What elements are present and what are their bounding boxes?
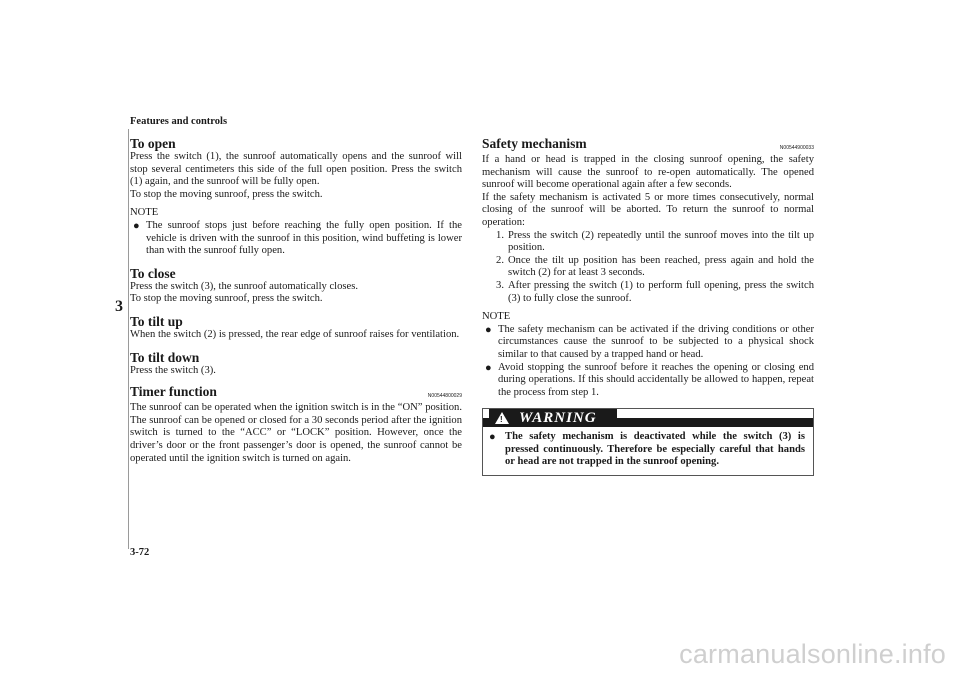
- bullet-icon: ●: [485, 361, 492, 374]
- bullet-icon: ●: [133, 219, 140, 232]
- safety-consecutive-paragraph: If the safety mechanism is activated 5 or more times consecutively, normal closing of the sunroof will be aborted. To return the sunroof to normal operation:: [482, 191, 814, 228]
- warning-body: [483, 427, 813, 475]
- step-text: Press the switch (2) repeatedly until the sunroof moves into the tilt up position.: [508, 229, 814, 254]
- note-text: The sunroof stops just before reaching the fully open position. If the vehicle is driven with the sunroof in this position, wind buffeting is lower than with the sunroof fully open.: [146, 219, 462, 257]
- bullet-icon: ●: [485, 323, 492, 336]
- heading-timer-function: Timer function: [130, 384, 217, 400]
- safety-heading-row: [482, 136, 814, 151]
- to-close-stop-paragraph: To stop the moving sunroof, press the switch.: [130, 293, 323, 305]
- note-item: [482, 362, 814, 400]
- warning-label: WARNING: [519, 409, 597, 426]
- to-tilt-down-paragraph: Press the switch (3).: [130, 364, 216, 376]
- left-column: [130, 136, 462, 465]
- chapter-number: 3: [115, 298, 123, 315]
- section-code: N00544800029: [427, 393, 462, 400]
- header-title: Features and controls: [130, 116, 228, 127]
- step-number: 3.: [496, 279, 504, 291]
- safety-paragraph: If a hand or head is trapped in the closing sunroof opening, the safety mechanism will cause the sunroof to re-open automatically. The opened sunroof will become operational again after a few seconds.: [482, 154, 814, 191]
- to-close-paragraph: Press the switch (3), the sunroof automatically closes.: [130, 280, 359, 292]
- warning-box: [482, 408, 814, 476]
- step-item: [482, 280, 814, 305]
- note-label: NOTE: [482, 311, 511, 323]
- step-text: After pressing the switch (1) to perform full opening, press the switch (3) to fully close the sunroof.: [508, 279, 814, 304]
- note-item: [130, 220, 462, 258]
- warning-triangle-icon: !: [495, 412, 509, 424]
- to-open-paragraph: Press the switch (1), the sunroof automatically opens and the sunroof will stop several centimeters this side of the full open position. Press the switch (1) again, and the sunroof will be fully open.: [130, 151, 462, 188]
- heading-to-close: To close: [130, 265, 176, 281]
- step-number: 2.: [496, 254, 504, 266]
- warning-header: [483, 409, 813, 427]
- step-item: [482, 230, 814, 255]
- heading-safety-mechanism: Safety mechanism: [482, 136, 587, 151]
- to-tilt-up-paragraph: When the switch (2) is pressed, the rear edge of sunroof raises for ventilation.: [130, 328, 460, 340]
- note-label: NOTE: [130, 207, 159, 219]
- watermark: carmanualsonline.info: [679, 639, 946, 669]
- note-text: The safety mechanism can be activated if the driving conditions or other circumstances cause the sunroof to be subjected to a physical shock similar to that caused by a trapped hand or head.: [498, 323, 814, 360]
- heading-to-tilt-up: To tilt up: [130, 313, 183, 329]
- bullet-icon: ●: [489, 431, 496, 444]
- step-number: 1.: [496, 229, 504, 241]
- timer-heading-row: [130, 384, 462, 399]
- heading-to-tilt-down: To tilt down: [130, 349, 200, 365]
- chapter-tab: [112, 129, 129, 549]
- heading-to-open: To open: [130, 136, 176, 151]
- step-text: Once the tilt up position has been reached, press again and hold the switch (2) for at least 3 seconds.: [508, 254, 814, 279]
- timer-paragraph: The sunroof can be operated when the ignition switch is in the “ON” position. The sunroof can be opened or closed for a 30 seconds period after the ignition switch is turned to the “ACC” or “LOCK” position. However, once the driver’s door or the front passenger’s door is opened, the sunroof cannot be operated until the ignition switch is turned on again.: [130, 402, 462, 464]
- note-item: [482, 324, 814, 362]
- page-number: 3-72: [130, 547, 150, 558]
- right-column: [482, 136, 814, 476]
- warning-text: The safety mechanism is deactivated while the switch (3) is pressed continuously. Therefore be especially careful that hands or head are not trapped in the sunroof opening.: [505, 431, 805, 468]
- to-open-stop-paragraph: To stop the moving sunroof, press the switch.: [130, 188, 323, 200]
- note-text: Avoid stopping the sunroof before it reaches the opening or closing end during operations. If this should accidentally be allowed to happen, repeat the process from step 1.: [498, 361, 814, 398]
- step-item: [482, 255, 814, 280]
- section-code: N00544900033: [779, 145, 814, 151]
